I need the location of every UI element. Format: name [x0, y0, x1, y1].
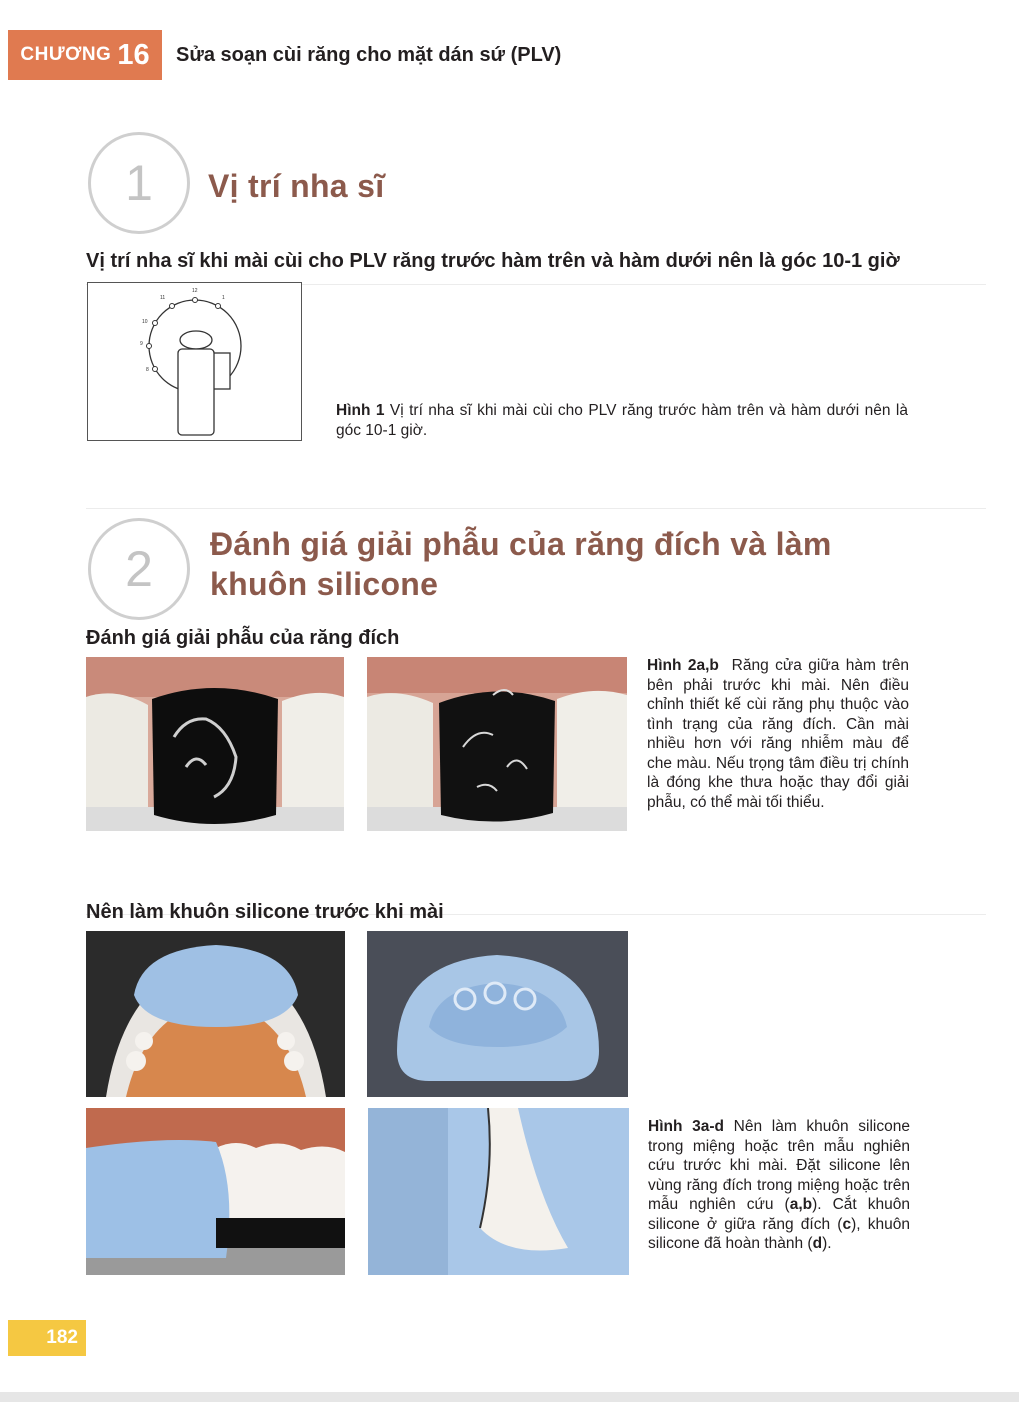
figure-3-caption-text-3: ), khuôn silicone đã hoàn thành (	[648, 1215, 910, 1252]
photo-3d	[368, 1108, 629, 1275]
subheading-anatomy: Đánh giá giải phẫu của răng đích	[86, 627, 400, 649]
chapter-word: CHƯƠNG	[20, 44, 112, 65]
chapter-number: 16	[117, 38, 150, 71]
figure-2-caption-text: Răng cửa giữa hàm trên bên phải trước khi mài. Nên điều chỉnh thiết kế cùi răng phụ thuộc vào tình trạng của răng đích. Cần mài nhiều hơn với răng nhiễm màu để che màu. Nếu trọng tâm điều trị chính là đóng khe thưa hoặc thay đổi giải phẫu, có thể mài tối thiểu.	[647, 657, 909, 811]
clock-label-10: 10	[142, 319, 148, 325]
chapter-tag	[8, 30, 162, 80]
figure-2-caption-label: Hình 2a,b	[647, 657, 719, 674]
divider	[86, 508, 986, 509]
figure-1-caption-text: Vị trí nha sĩ khi mài cùi cho PLV răng trước hàm trên và hàm dưới nên là góc 10-1 giờ.	[336, 402, 908, 439]
section-2-title-line2: khuôn silicone	[210, 566, 439, 602]
figure-2-caption	[647, 656, 909, 812]
figure-3-caption-label: Hình 3a-d	[648, 1118, 724, 1135]
photo-2b	[367, 657, 627, 831]
clock-label-11: 11	[160, 295, 166, 301]
subheading-silicone: Nên làm khuôn silicone trước khi mài	[86, 901, 444, 923]
section-2-number: 2	[88, 518, 190, 620]
photo-2a	[86, 657, 344, 831]
figure-1-caption-label: Hình 1	[336, 402, 385, 419]
section-1-title: Vị trí nha sĩ	[208, 168, 385, 204]
figure-3-caption-text-4: ).	[822, 1235, 832, 1252]
photo-3b	[367, 931, 628, 1097]
section-2-title	[210, 524, 910, 604]
figure-3-ref-c: c	[842, 1215, 852, 1233]
figure-1-caption	[336, 401, 908, 440]
clock-label-1: 1	[222, 295, 225, 301]
page-edge	[0, 1392, 1019, 1402]
chapter-title: Sửa soạn cùi răng cho mặt dán sứ (PLV)	[176, 44, 562, 66]
figure-1-diagram	[87, 282, 302, 441]
section-1-subheading: Vị trí nha sĩ khi mài cùi cho PLV răng trước hàm trên và hàm dưới nên là góc 10-1 giờ	[86, 250, 900, 272]
figure-3-caption-text-1: Nên làm khuôn silicone trong miệng hoặc trên mẫu nghiên cứu trước khi mài. Đặt silicone lên vùng răng đích trong miệng hoặc trên mẫu nghiên cứu (	[648, 1118, 910, 1213]
clock-label-8: 8	[146, 367, 149, 373]
figure-3-ref-d: d	[812, 1235, 823, 1252]
figure-3-caption-text-2: ). Cắt khuôn silicone ở giữa răng đích (	[648, 1196, 910, 1233]
photo-3c	[86, 1108, 345, 1275]
figure-3-caption	[648, 1117, 910, 1254]
section-2-title-line1: Đánh giá giải phẫu của răng đích và làm	[210, 526, 832, 562]
figure-3-ref-ab: a,b	[789, 1196, 813, 1213]
photo-3a	[86, 931, 345, 1097]
clock-label-12: 12	[192, 288, 198, 294]
dentist-position-diagram	[88, 283, 301, 440]
page-number: 182	[8, 1320, 86, 1356]
section-1-number: 1	[88, 132, 190, 234]
clock-label-9: 9	[140, 341, 143, 347]
